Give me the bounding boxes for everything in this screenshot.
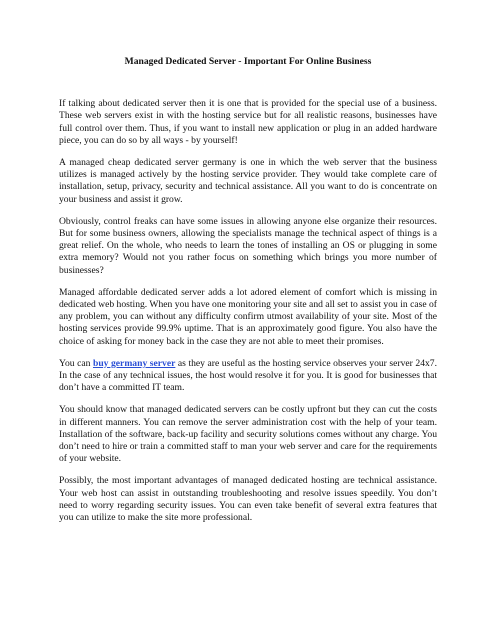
page-title: Managed Dedicated Server - Important For Online Business [124, 56, 372, 67]
paragraph-costs: You should know that managed dedicated servers can be costly upfront but they can cut the costs in different manners. You can remove the server administration cost with the help of your team. Installation of the software, back-up facility and security solutions comes without any charge. You don’t need to hire or train a committed staff to man your web server and care for the requirements of your website. [59, 404, 437, 465]
document-body [59, 56, 437, 534]
buy-germany-server-link[interactable]: buy germany server [92, 357, 176, 369]
paragraph-advantages: Possibly, the most important advantages of managed dedicated hosting are technical assistance. Your web host can assist in outstanding troubleshooting and resolve issues speedily. You don’t need to worry regarding security issues. You can even take benefit of several extra features that you can utilize to make the site more professional. [59, 475, 437, 524]
paragraph-buy-server [59, 358, 437, 395]
link-paragraph-after: as they are useful as the hosting service observes your server 24x7. In the case of any technical issues, the host would resolve it for you. It is good for businesses that don’t have a committed IT team. [59, 357, 437, 394]
link-paragraph-before: You can [59, 357, 93, 369]
paragraph-control-freaks: Obviously, control freaks can have some issues in allowing anyone else organize their resources. But for some business owners, allowing the specialists manage the technical aspect of things is a great relief. On the whole, who needs to learn the tones of installing an OS or plugging in some extra memory? Would not you rather focus on something which brings you more number of businesses? [59, 215, 437, 276]
paragraph-managed-cheap: A managed cheap dedicated server germany is one in which the web server that the business utilizes is managed actively by the hosting service provider. They would take complete care of installation, setup, privacy, security and technical assistance. All you want to do is concentrate on your business and assist it grow. [59, 157, 437, 205]
paragraph-intro: If talking about dedicated server then it is one that is provided for the special use of a business. These web servers exist in with the hosting service but for all realistic reasons, businesses have full control over them. Thus, if you want to install new application or plug in an added hardware piece, you can do so by all ways - by yourself! [59, 98, 437, 146]
paragraph-affordable: Managed affordable dedicated server adds a lot adored element of comfort which is missing in dedicated web hosting. When you have one monitoring your site and all set to assist you in case of any problem, you can without any difficulty confirm utmost availability of your site. Most of the hosting services provide 99.9% uptime. That is an approximately good figure. You also have the choice of asking for money back in the case they are not able to meet their promises. [59, 286, 437, 347]
